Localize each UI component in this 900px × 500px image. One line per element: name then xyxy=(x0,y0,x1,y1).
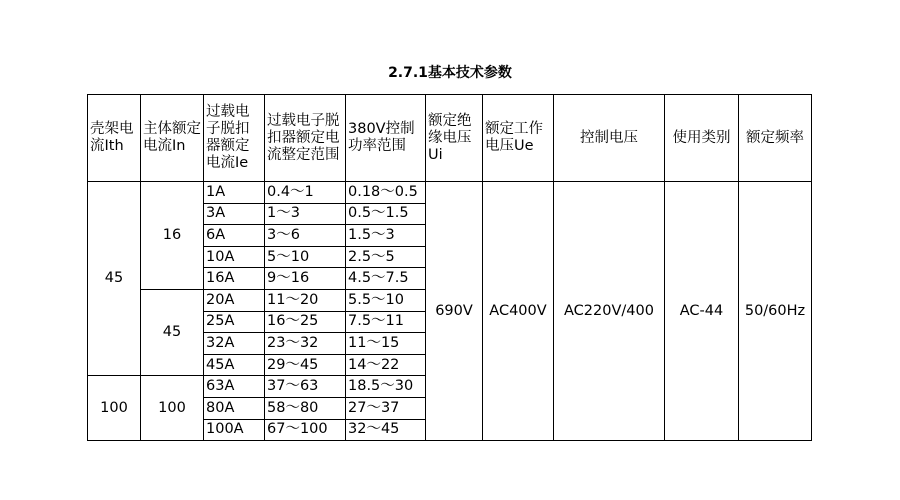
cell-power: 7.5～11 xyxy=(346,311,426,333)
header-control-voltage: 控制电压 xyxy=(554,95,665,182)
cell-power: 11～15 xyxy=(346,333,426,355)
cell-range: 58～80 xyxy=(265,397,346,419)
cell-range: 37～63 xyxy=(265,376,346,398)
cell-power: 1.5～3 xyxy=(346,225,426,247)
header-usage-category: 使用类别 xyxy=(665,95,739,182)
cell-ue: AC400V xyxy=(483,182,554,441)
cell-ie: 1A xyxy=(204,182,265,204)
cell-ith: 100 xyxy=(88,376,141,441)
cell-power: 14～22 xyxy=(346,354,426,376)
cell-power: 32～45 xyxy=(346,419,426,441)
cell-ui: 690V xyxy=(426,182,483,441)
cell-ie: 63A xyxy=(204,376,265,398)
cell-usage-category: AC-44 xyxy=(665,182,739,441)
cell-range: 11～20 xyxy=(265,289,346,311)
cell-ie: 45A xyxy=(204,354,265,376)
cell-power: 5.5～10 xyxy=(346,289,426,311)
cell-range: 16～25 xyxy=(265,311,346,333)
cell-power: 2.5～5 xyxy=(346,246,426,268)
table-header-row xyxy=(88,95,812,182)
header-ie: 过载电子脱扣器额定电流Ie xyxy=(204,95,265,182)
cell-range: 9～16 xyxy=(265,268,346,290)
cell-control-voltage: AC220V/400 xyxy=(554,182,665,441)
cell-ie: 16A xyxy=(204,268,265,290)
header-setting-range: 过载电子脱扣器额定电流整定范围 xyxy=(265,95,346,182)
cell-ie: 100A xyxy=(204,419,265,441)
cell-ith: 45 xyxy=(88,182,141,376)
header-ue: 额定工作电压Ue xyxy=(483,95,554,182)
cell-ie: 25A xyxy=(204,311,265,333)
cell-in: 45 xyxy=(141,289,204,375)
cell-ie: 32A xyxy=(204,333,265,355)
cell-in: 16 xyxy=(141,182,204,290)
cell-range: 23～32 xyxy=(265,333,346,355)
header-rated-frequency: 额定频率 xyxy=(739,95,812,182)
header-control-power: 380V控制功率范围 xyxy=(346,95,426,182)
header-ui: 额定绝缘电压Ui xyxy=(426,95,483,182)
header-ith: 壳架电流Ith xyxy=(88,95,141,182)
cell-ie: 80A xyxy=(204,397,265,419)
cell-power: 27～37 xyxy=(346,397,426,419)
cell-range: 0.4～1 xyxy=(265,182,346,204)
header-in: 主体额定电流In xyxy=(141,95,204,182)
cell-ie: 10A xyxy=(204,246,265,268)
cell-ie: 3A xyxy=(204,203,265,225)
section-title: 2.7.1基本技术参数 xyxy=(388,65,512,81)
cell-ie: 6A xyxy=(204,225,265,247)
cell-power: 0.5～1.5 xyxy=(346,203,426,225)
cell-range: 3～6 xyxy=(265,225,346,247)
technical-parameters-table xyxy=(87,94,812,441)
cell-range: 5～10 xyxy=(265,246,346,268)
cell-range: 29～45 xyxy=(265,354,346,376)
cell-power: 18.5～30 xyxy=(346,376,426,398)
cell-in: 100 xyxy=(141,376,204,441)
cell-power: 0.18～0.5 xyxy=(346,182,426,204)
cell-rated-frequency: 50/60Hz xyxy=(739,182,812,441)
cell-power: 4.5～7.5 xyxy=(346,268,426,290)
cell-range: 67～100 xyxy=(265,419,346,441)
table-row xyxy=(88,182,812,204)
cell-ie: 20A xyxy=(204,289,265,311)
cell-range: 1～3 xyxy=(265,203,346,225)
